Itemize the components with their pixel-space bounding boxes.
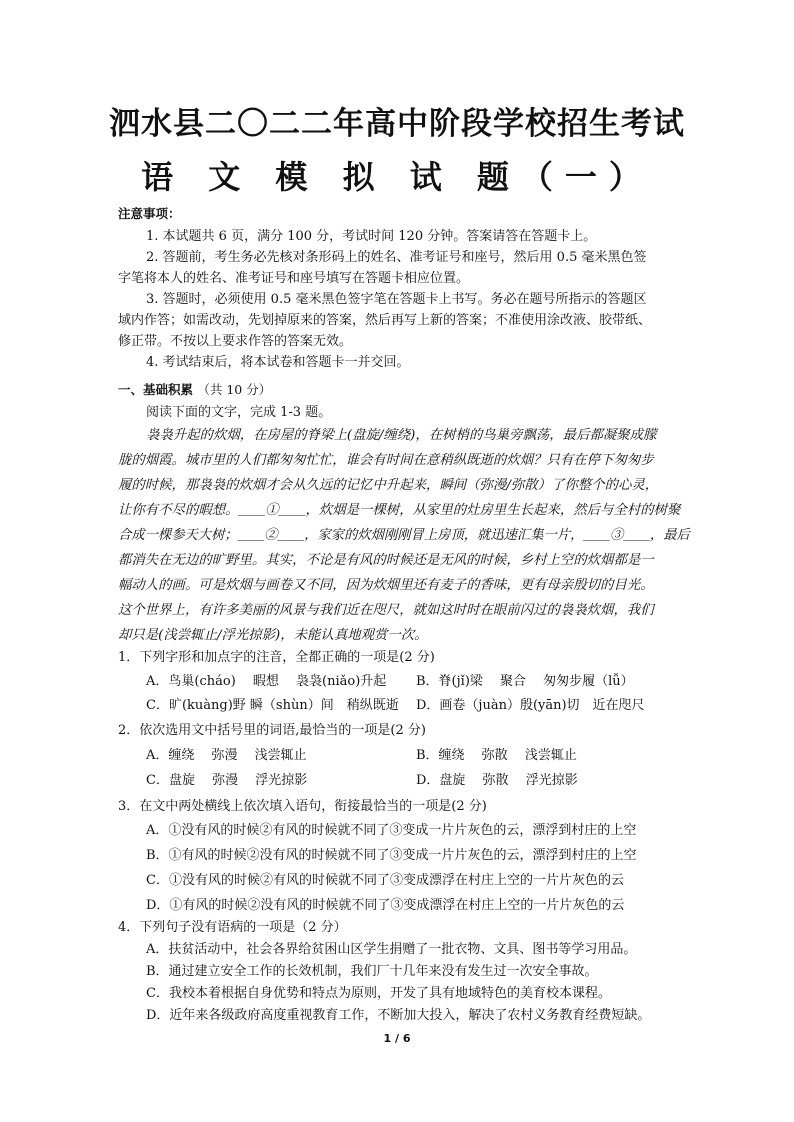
question-stem: 4．下列句子没有语病的一项是（2 分）: [118, 920, 347, 935]
notice-line: 域内作答；如需改动，先划掉原来的答案，然后再写上新的答案；不准使用涂改液、胶带纸、: [118, 313, 652, 328]
passage-line: 这个世界上，有许多美丽的风景与我们近在咫尺，就如这时时在眼前闪过的袅袅炊烟，我们: [118, 603, 654, 618]
option-d: D．①有风的时候②没有风的时候就不同了③变成漂浮在村庄上空的一片片灰色的云: [146, 898, 625, 913]
option-c: C．旷(kuàng)野 瞬（shùn）间 稍纵既逝: [146, 698, 399, 713]
option-b: B．①有风的时候②没有风的时候就不同了③变成一片片灰色的云，漂浮到村庄的上空: [146, 848, 637, 863]
notice-line: 字笔将本人的姓名、准考证号和座号填写在答题卡相应位置。: [118, 271, 470, 286]
passage-line: 让你有不尽的暇想。＿＿①＿＿，炊烟是一棵树，从家里的灶房里生长起来，然后与全村的树聚: [118, 503, 681, 518]
notice-line: 修正带。不按以上要求作答的答案无效。: [118, 334, 353, 349]
option-a: A．扶贫活动中，社会各界给贫困山区学生捐赠了一批衣物、文具、图书等学习用品。: [146, 942, 637, 957]
section-heading: [118, 380, 271, 398]
passage-line: 都消失在无边的旷野里。其实，不论是有风的时候还是无风的时候，乡村上空的炊烟都是一: [118, 553, 654, 568]
exam-title: 泗水县二〇二二年高中阶段学校招生考试: [109, 106, 685, 141]
question-stem: 3．在文中两处横线上依次填入语句，衔接最恰当的一项是(2 分): [118, 799, 487, 814]
question-stem: 1．下列字形和加点字的注音，全都正确的一项是(2 分): [118, 650, 435, 665]
section-title: 一、基础积累: [118, 382, 194, 397]
notice-line: 1. 本试题共 6 页，满分 100 分，考试时间 120 分钟。答案请答在答题卡上。: [146, 229, 597, 244]
passage-line: 幅动人的画。可是炊烟与画卷又不同，因为炊烟里还有麦子的香味，更有母亲殷切的目光。: [118, 578, 654, 593]
notice-line: 4. 考试结束后，将本试卷和答题卡一并交回。: [146, 355, 410, 370]
notice-line: 2. 答题前，考生务必先核对条形码上的姓名、准考证号和座号，然后用 0.5 毫米黑色签: [146, 250, 647, 265]
page-number: 1 / 6: [383, 1032, 411, 1045]
option-b: B．脊(jǐ)梁 聚合 匆匆步履（lǚ）: [416, 674, 634, 689]
passage-intro: 阅读下面的文字，完成 1-3 题。: [146, 405, 332, 420]
option-d: D．画卷（juàn）殷(yān)切 近在咫尺: [416, 698, 645, 713]
passage-line: 胧的烟霞。城市里的人们都匆匆忙忙，谁会有时间在意稍纵既逝的炊烟？只有在停下匆匆步: [118, 453, 654, 468]
option-b: B．通过建立安全工作的长效机制，我们厂十几年来没有发生过一次安全事故。: [146, 964, 598, 979]
section-score: （共 10 分）: [197, 382, 272, 397]
notice-line: 3. 答题时，必须使用 0.5 毫米黑色签字笔在答题卡上书写。务必在题号所指示的答题区: [146, 292, 647, 307]
exam-subtitle: 语 文 模 拟 试 题（一）: [141, 158, 653, 196]
option-c: C．盘旋 弥漫 浮光掠影: [146, 773, 308, 788]
question-stem: 2．依次选用文中括号里的词语,最恰当的一项是(2 分): [118, 723, 426, 738]
option-a: A．鸟巢(cháo) 暇想 袅袅(niǎo)升起: [146, 674, 387, 689]
option-d: D．近年来各级政府高度重视教育工作，不断加大投入，解决了农村义务教育经费短缺。: [146, 1008, 651, 1023]
option-c: C．①没有风的时候②有风的时候就不同了③变成漂浮在村庄上空的一片片灰色的云: [146, 873, 624, 888]
passage-line: 履的时候，那袅袅的炊烟才会从久远的记忆中升起来，瞬间（弥漫/弥散）了你整个的心灵，: [118, 478, 659, 493]
notice-heading: 注意事项：: [118, 206, 181, 221]
option-a: A．①没有风的时候②有风的时候就不同了③变成一片片灰色的云，漂浮到村庄的上空: [146, 823, 637, 838]
option-d: D．盘旋 弥散 浮光掠影: [416, 773, 578, 788]
option-c: C．我校本着根据自身优势和特点为原则，开发了具有地域特色的美育校本课程。: [146, 986, 611, 1001]
passage-line: 袅袅升起的炊烟，在房屋的脊梁上(盘旋/缠绕)，在树梢的鸟巢旁飘荡，最后都凝聚成朦: [146, 428, 657, 443]
option-b: B．缠绕 弥散 浅尝辄止: [416, 748, 577, 763]
passage-line: 合成一棵参天大树；＿＿②＿＿，家家的炊烟刚刚冒上房顶，就迅速汇集一片，＿＿③＿＿，最后: [118, 528, 690, 543]
option-a: A．缠绕 弥漫 浅尝辄止: [146, 748, 307, 763]
passage-line: 却只是(浅尝辄止/浮光掠影)，未能认真地观赏一次。: [118, 628, 428, 643]
